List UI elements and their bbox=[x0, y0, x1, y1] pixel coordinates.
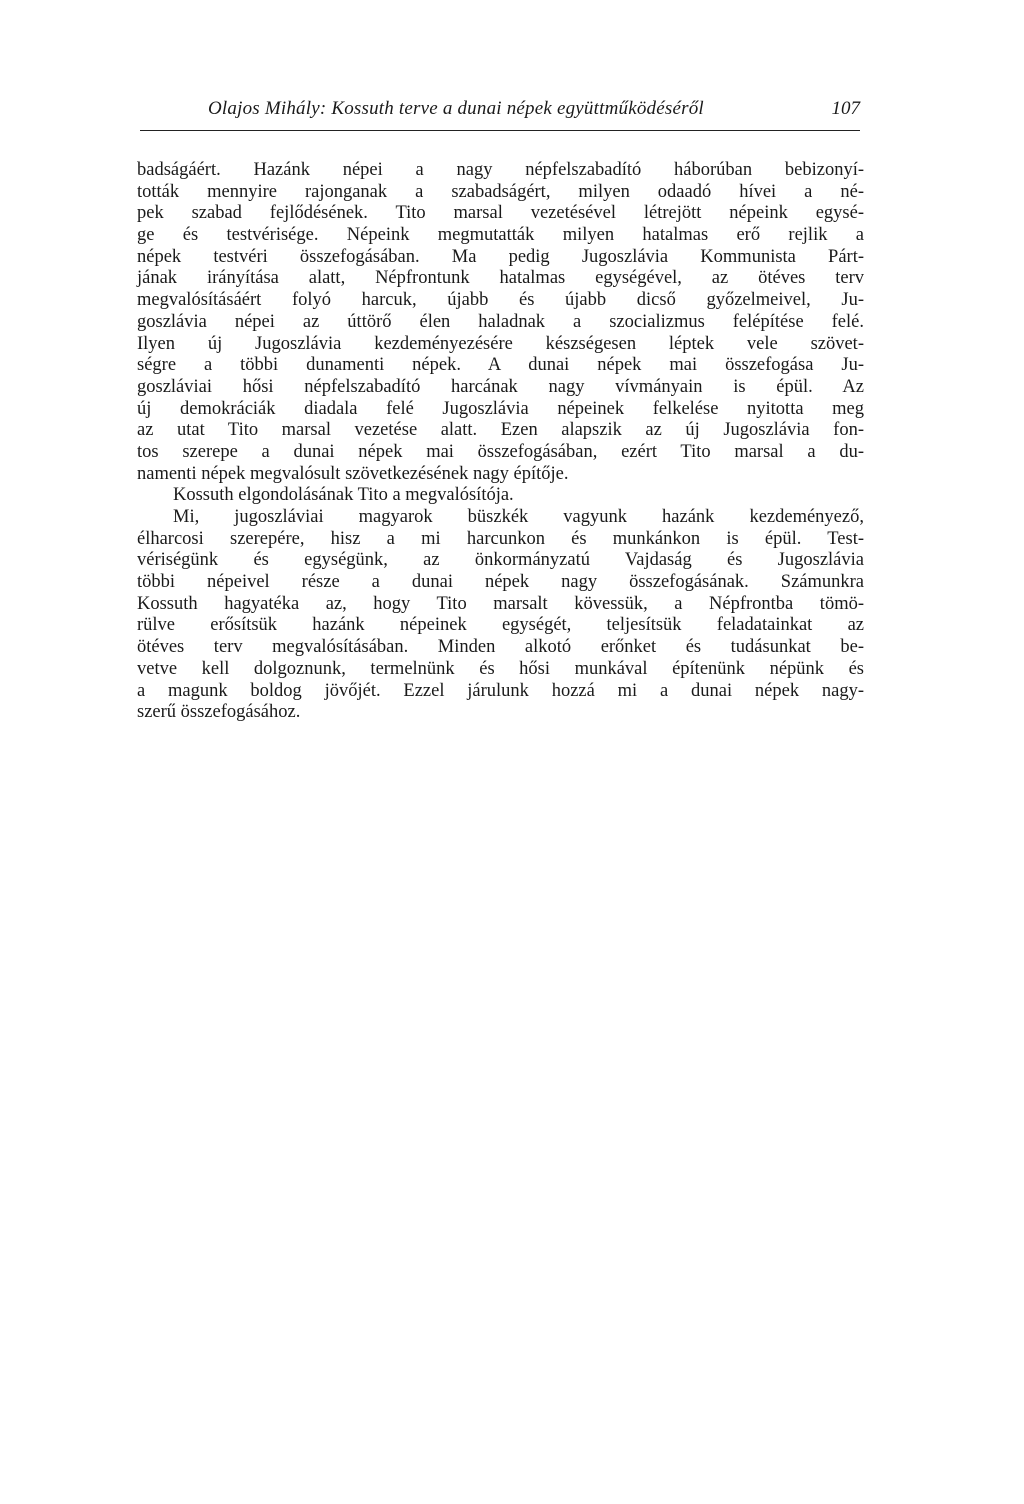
text-line: a magunk boldog jövőjét. Ezzel járulunk hozzá mi a dunai népek nagy- bbox=[137, 680, 864, 701]
text-line: badságáért. Hazánk népei a nagy népfelszabadító háborúban bebizonyí- bbox=[137, 160, 864, 180]
text-line: Mi, jugoszláviai magyarok büszkék vagyunk hazánk kezdeményező, bbox=[173, 507, 864, 527]
running-title: Olajos Mihály: Kossuth terve a dunai népek együttműködéséről bbox=[208, 98, 704, 119]
body-text bbox=[137, 160, 864, 724]
text-line: rülve erősítsük hazánk népeinek egységét, teljesítsük feladatainkat az bbox=[137, 615, 864, 636]
text-line: goszláviai hősi népfelszabadító harcának nagy vívmányain is épül. Az bbox=[137, 376, 864, 397]
text-line: ge és testvérisége. Népeink megmutatták milyen hatalmas erő rejlik a bbox=[137, 225, 864, 246]
text-line: jának irányítása alatt, Népfrontunk hatalmas egységével, az ötéves terv bbox=[137, 268, 864, 289]
text-line: Kossuth elgondolásának Tito a megvalósítója. bbox=[173, 485, 514, 506]
text-line: tos szerepe a dunai népek mai összefogásában, ezért Tito marsal a du- bbox=[137, 441, 864, 462]
text-line: új demokráciák diadala felé Jugoszlávia népeinek felkelése nyitotta meg bbox=[137, 398, 864, 419]
text-line: megvalósításáért folyó harcuk, újabb és újabb dicső győzelmeivel, Ju- bbox=[137, 290, 864, 311]
running-head bbox=[140, 96, 860, 131]
text-line: pek szabad fejlődésének. Tito marsal vezetésével létrejött népeink egysé- bbox=[137, 203, 864, 224]
page-number: 107 bbox=[831, 98, 860, 119]
text-line: népek testvéri összefogásában. Ma pedig Jugoszlávia Kommunista Párt- bbox=[137, 246, 864, 267]
text-line: ségre a többi dunamenti népek. A dunai népek mai összefogása Ju- bbox=[137, 355, 864, 376]
text-line: Kossuth hagyatéka az, hogy Tito marsalt kövessük, a Népfrontba tömö- bbox=[137, 593, 864, 614]
text-line: tották mennyire rajonganak a szabadságért, milyen odaadó hívei a né- bbox=[137, 181, 864, 202]
text-line: az utat Tito marsal vezetése alatt. Ezen alapszik az új Jugoszlávia fon- bbox=[137, 420, 864, 441]
text-line: vériségünk és egységünk, az önkormányzatú Vajdaság és Jugoszlávia bbox=[137, 550, 864, 571]
text-line: élharcosi szerepére, hisz a mi harcunkon és munkánkon is épül. Test- bbox=[137, 528, 864, 549]
text-line: namenti népek megvalósult szövetkezésének nagy építője. bbox=[137, 463, 569, 484]
text-line: ötéves terv megvalósításában. Minden alkotó erőnket és tudásunkat be- bbox=[137, 637, 864, 658]
text-line: többi népeivel része a dunai népek nagy összefogásának. Számunkra bbox=[137, 572, 864, 593]
text-line: szerű összefogásához. bbox=[137, 702, 301, 723]
text-line: goszlávia népei az úttörő élen haladnak a szocializmus felépítése felé. bbox=[137, 311, 864, 332]
text-line: vetve kell dolgoznunk, termelnünk és hősi munkával építenünk népünk és bbox=[137, 658, 864, 679]
text-line: Ilyen új Jugoszlávia kezdeményezésére készségesen léptek vele szövet- bbox=[137, 333, 864, 354]
